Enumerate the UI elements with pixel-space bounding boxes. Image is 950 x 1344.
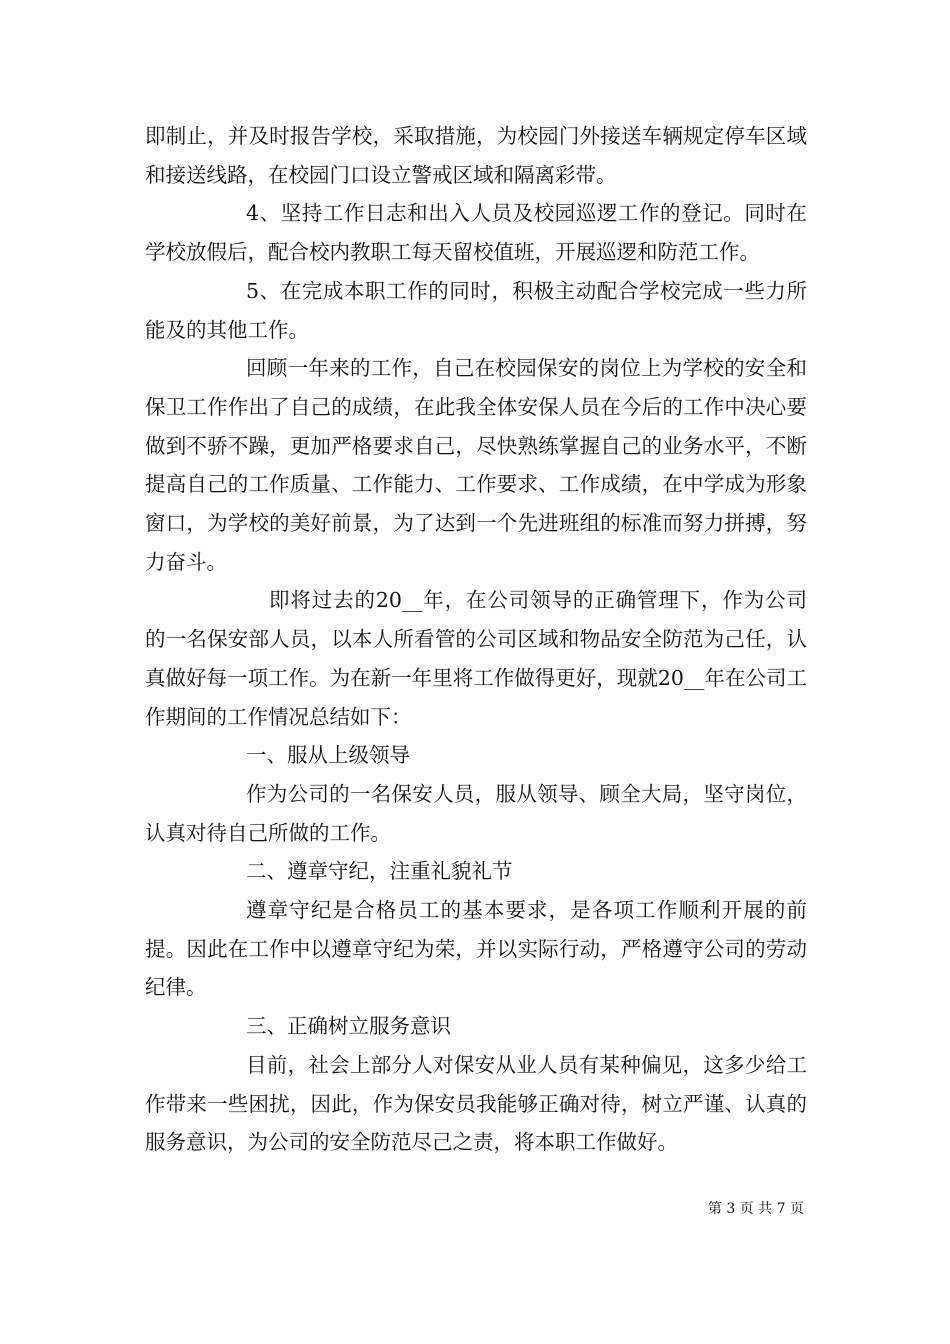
paragraph-3: 5、在完成本职工作的同时，积极主动配合学校完成一些力所能及的其他工作。 (145, 278, 807, 342)
paragraph-7: 遵章守纪是合格员工的基本要求，是各项工作顺利开展的前提。因此在工作中以遵章守纪为荣，并以实际行动，严格遵守公司的劳动纪律。 (145, 898, 807, 1000)
paragraph-8: 目前，社会上部分人对保安从业人员有某种偏见，这多少给工作带来一些困扰，因此，作为保安员我能够正确对待，树立严谨、认真的服务意识，为公司的安全防范尽己之责，将本职工作做好。 (145, 1052, 807, 1155)
section-heading-3: 三、正确树立服务意识 (246, 1014, 451, 1039)
document-body (145, 117, 807, 1162)
section-heading-1: 一、服从上级领导 (246, 743, 410, 768)
paragraph-4: 回顾一年来的工作，自己在校园保安的岗位上为学校的安全和保卫工作作出了自己的成绩，在此我全体安保人员在今后的工作中决心要做到不骄不躁，更加严格要求自己，尽快熟练掌握自己的业务水平，不断提高自己的工作质量、工作能力、工作要求、工作成绩，在中学成为形象窗口，为学校的美好前景，为了达到一个先进班组的标准而努力拼搏，努力奋斗。 (145, 356, 807, 574)
paragraph-6: 作为公司的一名保安人员，服从领导、顾全大局，坚守岗位，认真对待自己所做的工作。 (145, 781, 807, 845)
paragraph-1: 即制止，并及时报告学校，采取措施，为校园门外接送车辆规定停车区域和接送线路，在校园门口设立警戒区域和隔离彩带。 (145, 124, 807, 187)
section-heading-2: 二、遵章守纪，注重礼貌礼节 (246, 859, 513, 884)
paragraph-5: 即将过去的20__年，在公司领导的正确管理下，作为公司的一名保安部人员，以本人所看管的公司区域和物品安全防范为己任，认真做好每一项工作。为在新一年里将工作做得更好，现就20__年在公司工作期间的工作情况总结如下： (145, 588, 807, 729)
page-number-footer: 第 3 页 共 7 页 (707, 1201, 804, 1217)
paragraph-2: 4、坚持工作日志和出入人员及校园巡逻工作的登记。同时在学校放假后，配合校内教职工每天留校值班，开展巡逻和防范工作。 (145, 201, 807, 265)
